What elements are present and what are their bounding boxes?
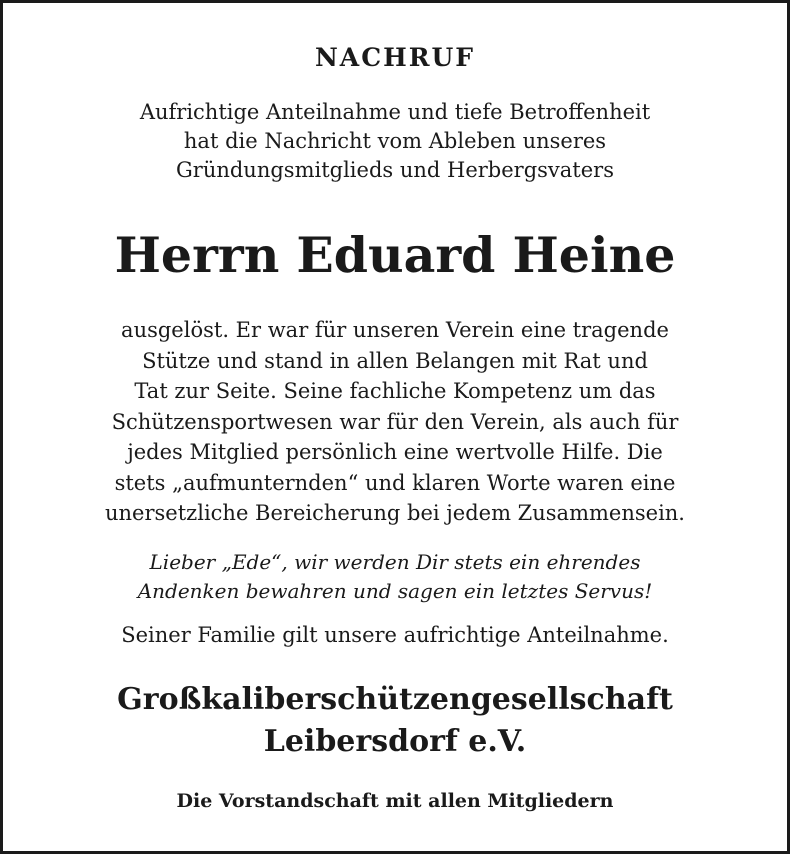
tribute-line: Tat zur Seite. Seine fachliche Kompetenz um das (134, 379, 656, 403)
organization-line: Großkaliberschützengesellschaft (117, 682, 673, 717)
tribute-line: Stütze und stand in allen Belangen mit Rat und (142, 348, 648, 373)
intro-line: hat die Nachricht vom Ableben unseres (183, 129, 607, 153)
intro-paragraph (3, 98, 787, 185)
tribute-line: jedes Mitglied persönlich eine wertvolle Hilfe. Die (127, 440, 663, 464)
quote-line: Andenken bewahren und sagen ein letztes Servus! (137, 579, 653, 603)
tribute-paragraph (3, 315, 787, 529)
board-signature: Die Vorstandschaft mit allen Mitgliedern (176, 790, 614, 812)
tribute-line: stets „aufmunternden“ und klaren Worte waren eine (114, 470, 676, 495)
tribute-line: Schützensportwesen war für den Verein, als auch für (111, 409, 679, 434)
deceased-name: Herrn Eduard Heine (114, 226, 676, 284)
farewell-quote (3, 548, 787, 606)
tribute-line: unersetzliche Bereicherung bei jedem Zusammensein. (105, 501, 685, 525)
intro-line: Gründungsmitglieds und Herbergsvaters (176, 158, 614, 182)
intro-line: Aufrichtige Anteilnahme und tiefe Betroffenheit (139, 100, 651, 124)
organization-line: Leibersdorf e.V. (263, 724, 527, 759)
organization-name (3, 679, 787, 763)
notice-heading: NACHRUF (314, 43, 476, 72)
quote-line: Lieber „Ede“, wir werden Dir stets ein ehrendes (149, 550, 641, 574)
tribute-line: ausgelöst. Er war für unseren Verein eine tragende (121, 318, 669, 342)
family-condolence: Seiner Familie gilt unsere aufrichtige Anteilnahme. (121, 623, 669, 647)
